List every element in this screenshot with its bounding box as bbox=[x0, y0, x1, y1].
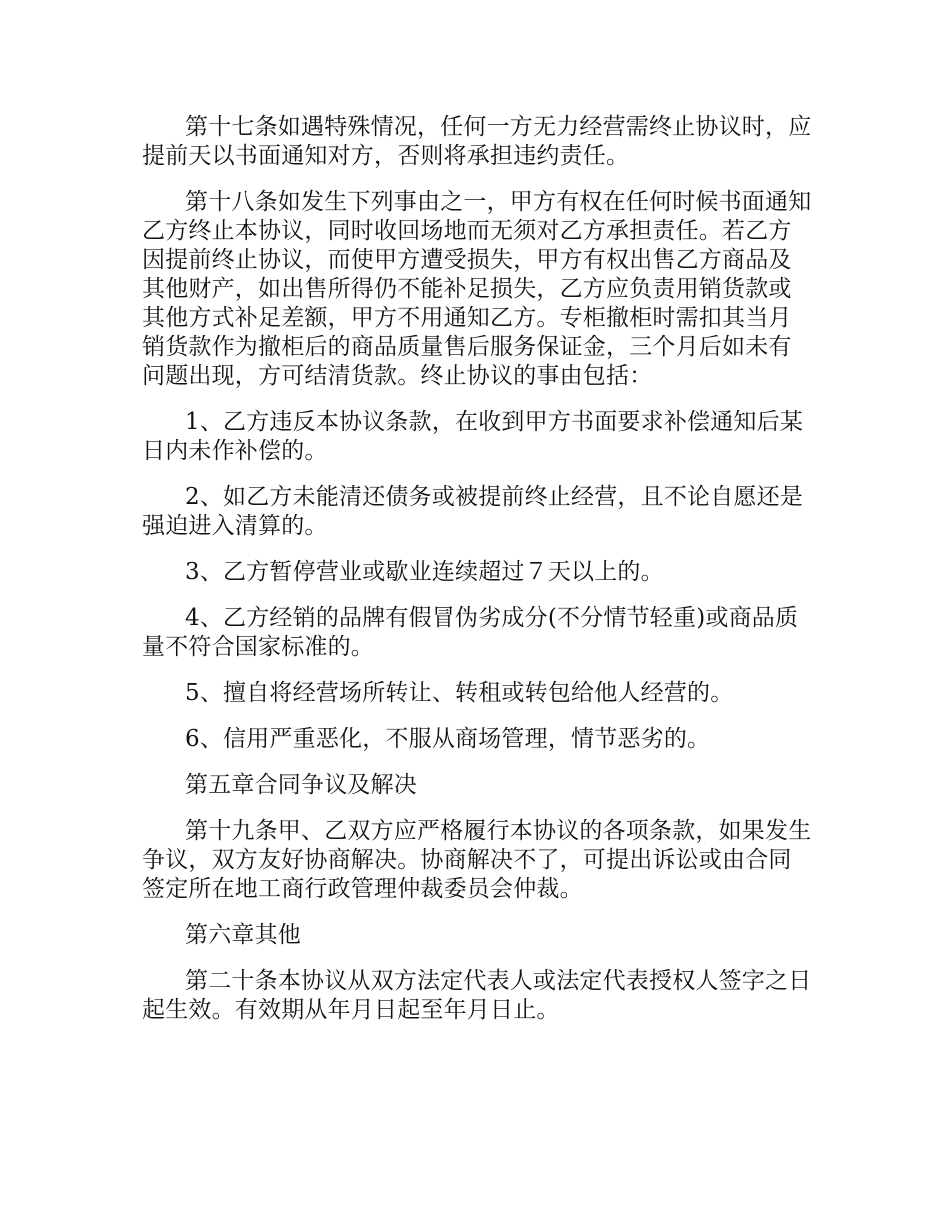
list-item-3: 3、乙方暂停营业或歇业连续超过７天以上的。 bbox=[185, 559, 664, 585]
list-item-5: 5、擅自将经营场所转让、转租或转包给他人经营的。 bbox=[185, 680, 734, 706]
list-item-6: 6、信用严重恶化，不服从商场管理，情节恶劣的。 bbox=[185, 726, 711, 752]
paragraph-article-19: 第十九条甲、乙双方应严格履行本协议的各项条款，如果发生争议，双方友好协商解决。协商解决不了，可提出诉讼或由合同签定所在地工商行政管理仲裁委员会仲裁。 bbox=[142, 818, 812, 902]
chapter-5-heading: 第五章合同争议及解决 bbox=[185, 772, 417, 798]
paragraph-article-17: 第十七条如遇特殊情况，任何一方无力经营需终止协议时，应提前天以书面通知对方，否则将承担违约责任。 bbox=[142, 114, 812, 169]
list-item-2: 2、如乙方未能清还债务或被提前终止经营，且不论自愿还是强迫进入清算的。 bbox=[142, 484, 804, 539]
chapter-6-heading: 第六章其他 bbox=[185, 922, 301, 948]
paragraph-article-20: 第二十条本协议从双方法定代表人或法定代表授权人签字之日起生效。有效期从年月日起至年月日止。 bbox=[142, 968, 812, 1023]
document-body bbox=[142, 113, 812, 1042]
paragraph-article-18: 第十八条如发生下列事由之一，甲方有权在任何时候书面通知乙方终止本协议，同时收回场地而无须对乙方承担责任。若乙方因提前终止协议，而使甲方遭受损失，甲方有权出售乙方商品及其他财产，如出售所得仍不能补足损失，乙方应负责用销货款或其他方式补足差额，甲方不用通知乙方。专柜撤柜时需扣其当月销货款作为撤柜后的商品质量售后服务保证金，三个月后如未有问题出现，方可结清货款。终止协议的事由包括： bbox=[142, 189, 812, 389]
list-item-1: 1、乙方违反本协议条款，在收到甲方书面要求补偿通知后某日内未作补偿的。 bbox=[142, 409, 804, 464]
list-item-4: 4、乙方经销的品牌有假冒伪劣成分(不分情节轻重)或商品质量不符合国家标准的。 bbox=[142, 605, 799, 660]
